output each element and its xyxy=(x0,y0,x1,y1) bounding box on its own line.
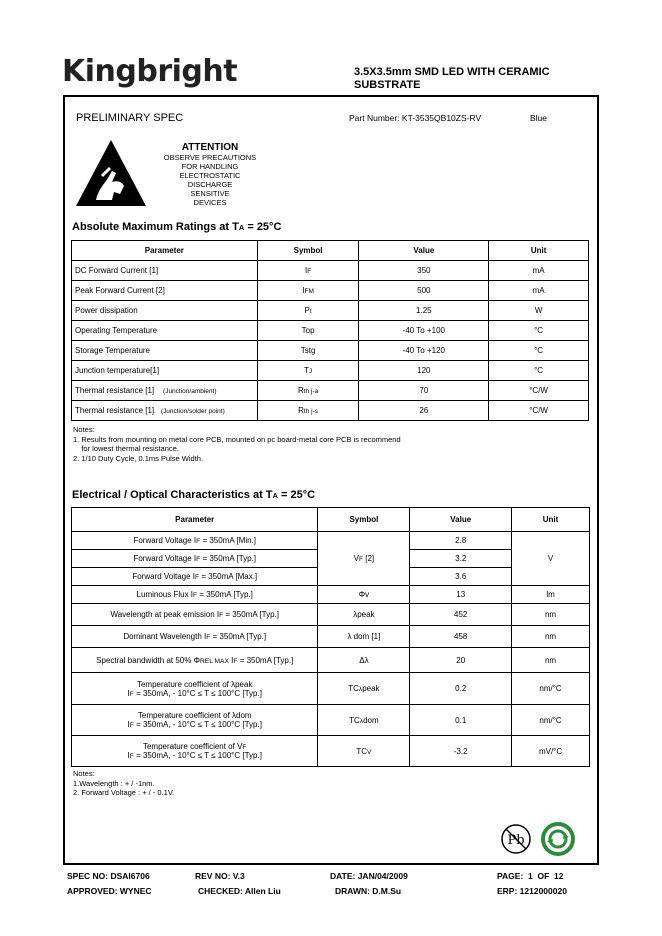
note-line: 1. Results from mounting on metal core PCB, mounted on pc board-metal core PCB is recommend xyxy=(73,434,401,444)
attention-line: FOR HANDLING xyxy=(181,162,239,171)
value-cell: 26 xyxy=(359,401,489,421)
param-cell: Temperature coefficient of λdom IF = 350mA, - 10°C ≤ T ≤ 100°C [Typ.] xyxy=(72,705,318,736)
symbol-cell: λpeak xyxy=(318,604,410,626)
unit-cell: lm xyxy=(512,586,590,604)
note-line: Notes: xyxy=(73,769,95,778)
note-line: for lowest thermal resistance. xyxy=(73,444,179,453)
attention-line: SENSITIVE xyxy=(190,189,230,198)
param-cell: Forward Voltage IF = 350mA [Max.] xyxy=(72,568,318,586)
pb-free-icon xyxy=(500,823,532,855)
value-cell: 120 xyxy=(359,361,489,381)
unit-cell: °C/W xyxy=(489,381,589,401)
footer-drawn: DRAWN: D.M.Su xyxy=(335,886,402,896)
footer-rev-no: REV NO: V.3 xyxy=(195,871,245,881)
abs-max-title: Absolute Maximum Ratings at TA = 25°C xyxy=(72,221,282,233)
symbol-cell: TCV xyxy=(318,736,410,767)
unit-cell: °C xyxy=(489,361,589,381)
table-row xyxy=(72,281,589,301)
table-header-row xyxy=(72,508,590,532)
abs-max-table xyxy=(71,240,589,421)
value-cell: -40 To +100 xyxy=(359,321,489,341)
table-row xyxy=(72,626,590,648)
param-cell: Storage Temperature xyxy=(72,341,258,361)
unit-cell: nm xyxy=(512,604,590,626)
abs-max-notes xyxy=(73,425,401,463)
value-cell: 1.25 xyxy=(359,301,489,321)
param-cell: Peak Forward Current [2] xyxy=(72,281,258,301)
table-row xyxy=(72,648,590,673)
value-cell: 2.8 xyxy=(410,532,512,550)
value-cell: 0.1 xyxy=(410,705,512,736)
value-cell: 452 xyxy=(410,604,512,626)
part-number: Part Number: KT-3535QB10ZS-RV xyxy=(349,113,482,123)
table-row xyxy=(72,736,590,767)
footer-checked: CHECKED: Allen Liu xyxy=(198,886,281,896)
svg-text:Pb: Pb xyxy=(507,833,525,848)
attention-box xyxy=(150,142,270,207)
unit-cell: nm/°C xyxy=(512,673,590,705)
param-cell: Temperature coefficient of VF IF = 350mA, - 10°C ≤ T ≤ 100°C [Typ.] xyxy=(72,736,318,767)
col-header: Parameter xyxy=(72,241,258,261)
param-cell: DC Forward Current [1] xyxy=(72,261,258,281)
symbol-cell: Φv xyxy=(318,586,410,604)
param-cell: Junction temperature[1] xyxy=(72,361,258,381)
attention-line: DEVICES xyxy=(193,198,227,207)
value-cell: 70 xyxy=(359,381,489,401)
unit-cell: °C xyxy=(489,321,589,341)
symbol-cell: Rth j-s xyxy=(257,401,359,421)
unit-cell: mA xyxy=(489,281,589,301)
spec-label: PRELIMINARY SPEC xyxy=(76,112,184,124)
table-row xyxy=(72,705,590,736)
unit-cell: nm/°C xyxy=(512,705,590,736)
esd-warning-icon xyxy=(74,138,148,208)
value-cell: 3.2 xyxy=(410,550,512,568)
attention-line: OBSERVE PRECAUTIONS xyxy=(163,153,257,162)
unit-cell: °C xyxy=(489,341,589,361)
footer-spec-no: SPEC NO: DSAI6706 xyxy=(67,871,150,881)
table-row xyxy=(72,341,589,361)
symbol-cell: TCλdom xyxy=(318,705,410,736)
value-cell: 350 xyxy=(359,261,489,281)
value-cell: 3.6 xyxy=(410,568,512,586)
col-header: Parameter xyxy=(72,508,318,532)
col-header: Symbol xyxy=(318,508,410,532)
attention-line: ELECTROSTATIC xyxy=(179,171,241,180)
col-header: Value xyxy=(359,241,489,261)
symbol-cell: Rth j-a xyxy=(257,381,359,401)
unit-cell: °C/W xyxy=(489,401,589,421)
value-cell: 500 xyxy=(359,281,489,301)
param-cell: Operating Temperature xyxy=(72,321,258,341)
unit-cell: mA xyxy=(489,261,589,281)
symbol-cell: IF xyxy=(257,261,359,281)
unit-cell: V xyxy=(512,532,590,586)
symbol-cell: IFM xyxy=(257,281,359,301)
param-cell: Temperature coefficient of λpeak IF = 350mA, - 10°C ≤ T ≤ 100°C [Typ.] xyxy=(72,673,318,705)
symbol-cell: Δλ xyxy=(318,648,410,673)
table-row xyxy=(72,361,589,381)
table-row xyxy=(72,321,589,341)
param-cell: Dominant Wavelength IF = 350mA [Typ.] xyxy=(72,626,318,648)
brand-logo: Kingbright xyxy=(62,54,238,89)
table-row xyxy=(72,261,589,281)
attention-line: DISCHARGE xyxy=(187,180,233,189)
table-row xyxy=(72,604,590,626)
symbol-cell: TJ xyxy=(257,361,359,381)
note-line: 2. Forward Voltage : + / - 0.1V. xyxy=(73,788,175,797)
value-cell: -3.2 xyxy=(410,736,512,767)
symbol-cell: λ dom [1] xyxy=(318,626,410,648)
note-line: Notes: xyxy=(73,425,95,434)
attention-title: ATTENTION xyxy=(181,142,239,153)
table-row xyxy=(72,586,590,604)
elec-notes xyxy=(73,769,174,798)
elec-title: Electrical / Optical Characteristics at TA = 25°C xyxy=(72,489,316,501)
value-cell: 0.2 xyxy=(410,673,512,705)
symbol-cell: VF [2] xyxy=(318,532,410,586)
note-line: 1.Wavelength : + / -1nm. xyxy=(73,778,155,788)
param-cell: Wavelength at peak emission IF = 350mA [Typ.] xyxy=(72,604,318,626)
unit-cell: mV/°C xyxy=(512,736,590,767)
value-cell: 20 xyxy=(410,648,512,673)
table-row xyxy=(72,381,589,401)
table-row xyxy=(72,301,589,321)
table-row xyxy=(72,673,590,705)
footer-erp: ERP: 1212000020 xyxy=(497,886,567,896)
symbol-cell: TCλpeak xyxy=(318,673,410,705)
rohs-icon xyxy=(541,822,575,856)
led-color: Blue xyxy=(530,113,548,123)
footer-approved: APPROVED: WYNEC xyxy=(67,886,152,896)
unit-cell: W xyxy=(489,301,589,321)
value-cell: 458 xyxy=(410,626,512,648)
col-header: Symbol xyxy=(257,241,359,261)
footer-page: PAGE: 1 OF 12 xyxy=(497,871,564,881)
note-line: 2. 1/10 Duty Cycle, 0.1ms Pulse Width. xyxy=(73,453,204,463)
table-row xyxy=(72,401,589,421)
doc-title: 3.5X3.5mm SMD LED WITH CERAMIC SUBSTRATE xyxy=(354,66,550,91)
unit-cell: nm xyxy=(512,626,590,648)
unit-cell: nm xyxy=(512,648,590,673)
col-header: Unit xyxy=(489,241,589,261)
param-cell: Thermal resistance [1] (Junction/solder point) xyxy=(72,401,258,421)
table-row xyxy=(72,532,590,550)
param-cell: Luminous Flux IF = 350mA [Typ.] xyxy=(72,586,318,604)
elec-table xyxy=(71,507,590,767)
footer-date: DATE: JAN/04/2009 xyxy=(330,871,408,881)
symbol-cell: Pt xyxy=(257,301,359,321)
col-header: Unit xyxy=(512,508,590,532)
param-cell: Power dissipation xyxy=(72,301,258,321)
col-header: Value xyxy=(410,508,512,532)
table-header-row xyxy=(72,241,589,261)
param-cell: Spectral bandwidth at 50% ΦREL MAX IF = 350mA [Typ.] xyxy=(72,648,318,673)
symbol-cell: Tstg xyxy=(257,341,359,361)
param-cell: Forward Voltage IF = 350mA [Min.] xyxy=(72,532,318,550)
value-cell: -40 To +120 xyxy=(359,341,489,361)
symbol-cell: Top xyxy=(257,321,359,341)
param-cell: Forward Voltage IF = 350mA [Typ.] xyxy=(72,550,318,568)
param-cell: Thermal resistance [1] (Junction/ambient) xyxy=(72,381,258,401)
value-cell: 13 xyxy=(410,586,512,604)
